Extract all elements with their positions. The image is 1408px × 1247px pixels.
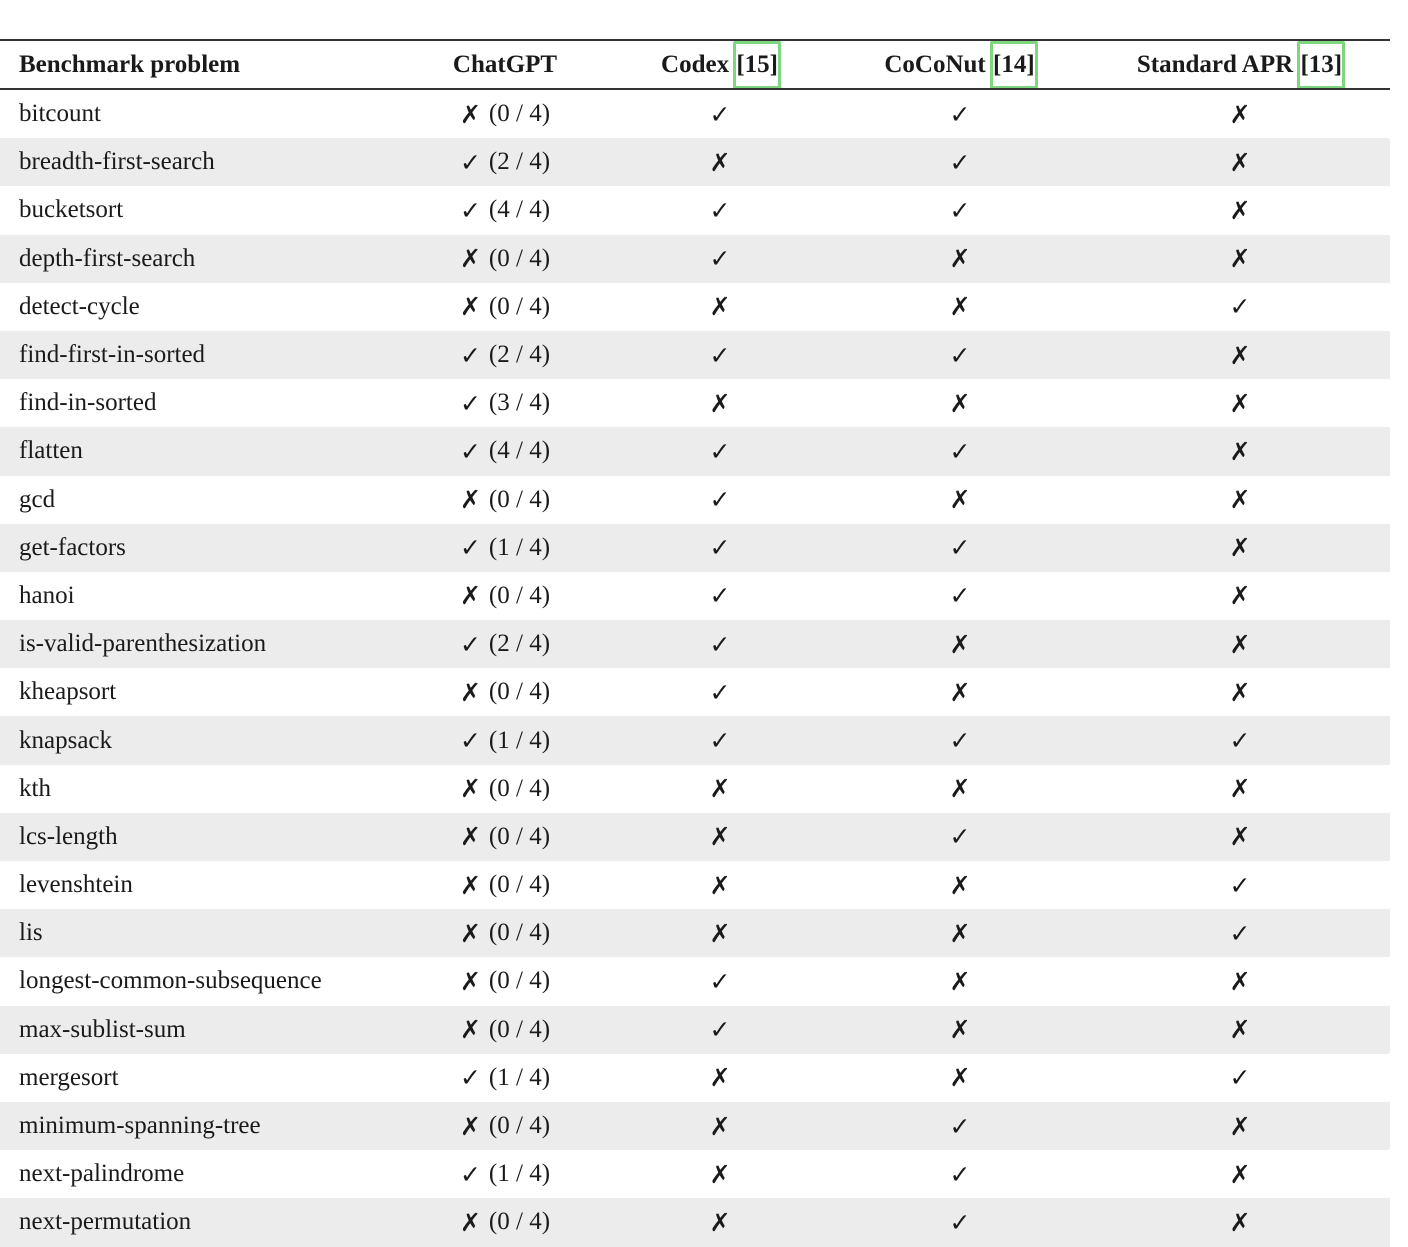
apr-mark: ✗ — [1229, 1111, 1251, 1141]
cell-coconut — [840, 1006, 1080, 1054]
chatgpt-mark: ✓ — [459, 1063, 481, 1093]
chatgpt-score: (2 / 4) — [488, 630, 551, 658]
cell-coconut — [840, 909, 1080, 957]
coconut-mark: ✗ — [949, 966, 971, 996]
cell-codex — [600, 620, 840, 668]
cell-codex — [600, 90, 840, 138]
coconut-mark: ✓ — [949, 822, 971, 852]
cell-coconut — [840, 524, 1080, 572]
cell-apr — [1100, 1198, 1380, 1246]
chatgpt-score: (0 / 4) — [488, 1015, 551, 1043]
cell-apr — [1100, 957, 1380, 1005]
chatgpt-score: (0 / 4) — [488, 774, 551, 802]
chatgpt-mark: ✗ — [459, 918, 481, 948]
coconut-mark: ✗ — [949, 485, 971, 515]
codex-mark: ✗ — [709, 147, 731, 177]
apr-mark: ✗ — [1229, 1159, 1251, 1189]
apr-mark: ✓ — [1229, 726, 1251, 756]
chatgpt-mark: ✓ — [459, 340, 481, 370]
chatgpt-mark: ✗ — [459, 1207, 481, 1237]
codex-mark: ✓ — [709, 99, 731, 129]
coconut-mark: ✗ — [949, 292, 971, 322]
chatgpt-score: (0 / 4) — [488, 967, 551, 995]
chatgpt-score: (1 / 4) — [488, 1063, 551, 1091]
cell-codex — [600, 1006, 840, 1054]
cell-apr — [1100, 716, 1380, 764]
cell-apr — [1100, 186, 1380, 234]
cell-problem: lis — [19, 919, 43, 947]
chatgpt-score: (0 / 4) — [488, 1112, 551, 1140]
codex-mark: ✗ — [709, 1207, 731, 1237]
table-body — [0, 90, 1390, 1247]
table-row — [0, 1150, 1390, 1198]
cell-apr — [1100, 620, 1380, 668]
codex-mark: ✓ — [709, 533, 731, 563]
apr-mark: ✗ — [1229, 677, 1251, 707]
codex-mark: ✓ — [709, 340, 731, 370]
apr-mark: ✗ — [1229, 195, 1251, 225]
cell-apr — [1100, 283, 1380, 331]
chatgpt-mark: ✓ — [459, 436, 481, 466]
cell-apr — [1100, 1150, 1380, 1198]
cell-problem: lcs-length — [19, 822, 118, 850]
coconut-mark: ✓ — [949, 195, 971, 225]
chatgpt-score: (0 / 4) — [488, 919, 551, 947]
coconut-mark: ✗ — [949, 870, 971, 900]
chatgpt-score: (0 / 4) — [488, 1208, 551, 1236]
table-row — [0, 331, 1390, 379]
apr-mark: ✗ — [1229, 1015, 1251, 1045]
codex-mark: ✗ — [709, 388, 731, 418]
header-problem: Benchmark problem — [19, 50, 241, 78]
cell-problem: max-sublist-sum — [19, 1015, 186, 1043]
table-row — [0, 90, 1390, 138]
coconut-mark: ✗ — [949, 244, 971, 274]
chatgpt-mark: ✗ — [459, 581, 481, 611]
chatgpt-score: (0 / 4) — [488, 100, 551, 128]
cell-apr — [1100, 1006, 1380, 1054]
citation-apr-text: [13] — [1300, 50, 1343, 78]
chatgpt-mark: ✗ — [459, 966, 481, 996]
cell-problem: find-in-sorted — [19, 389, 157, 417]
chatgpt-score: (2 / 4) — [488, 341, 551, 369]
chatgpt-mark: ✓ — [459, 195, 481, 225]
apr-mark: ✓ — [1229, 1063, 1251, 1093]
apr-mark: ✗ — [1229, 822, 1251, 852]
cell-coconut — [840, 476, 1080, 524]
cell-codex — [600, 1102, 840, 1150]
table-row — [0, 620, 1390, 668]
apr-mark: ✗ — [1229, 388, 1251, 418]
table-row — [0, 813, 1390, 861]
codex-mark: ✓ — [709, 195, 731, 225]
cell-codex — [600, 379, 840, 427]
cell-coconut — [840, 1198, 1080, 1246]
cell-codex — [600, 861, 840, 909]
codex-mark: ✓ — [709, 726, 731, 756]
cell-coconut — [840, 1150, 1080, 1198]
codex-mark: ✓ — [709, 485, 731, 515]
coconut-mark: ✓ — [949, 147, 971, 177]
chatgpt-score: (0 / 4) — [488, 871, 551, 899]
codex-mark: ✗ — [709, 774, 731, 804]
cell-codex — [600, 1054, 840, 1102]
cell-coconut — [840, 379, 1080, 427]
cell-codex — [600, 1198, 840, 1246]
chatgpt-score: (4 / 4) — [488, 437, 551, 465]
apr-mark: ✗ — [1229, 436, 1251, 466]
table-row — [0, 1102, 1390, 1150]
codex-mark: ✓ — [709, 629, 731, 659]
codex-mark: ✓ — [709, 966, 731, 996]
cell-coconut — [840, 765, 1080, 813]
header-apr — [1100, 41, 1380, 88]
cell-problem: get-factors — [19, 533, 126, 561]
apr-mark: ✓ — [1229, 292, 1251, 322]
codex-mark: ✗ — [709, 870, 731, 900]
header-row — [0, 41, 1390, 88]
table-row — [0, 668, 1390, 716]
codex-mark: ✓ — [709, 244, 731, 274]
cell-problem: kheapsort — [19, 678, 117, 706]
cell-codex — [600, 572, 840, 620]
table-row — [0, 476, 1390, 524]
table-row — [0, 283, 1390, 331]
cell-problem: find-first-in-sorted — [19, 341, 206, 369]
coconut-mark: ✗ — [949, 918, 971, 948]
cell-coconut — [840, 668, 1080, 716]
chatgpt-score: (0 / 4) — [488, 292, 551, 320]
cell-codex — [600, 331, 840, 379]
chatgpt-score: (1 / 4) — [488, 726, 551, 754]
cell-codex — [600, 283, 840, 331]
citation-coconut-text: [14] — [993, 50, 1035, 78]
codex-mark: ✗ — [709, 1063, 731, 1093]
cell-codex — [600, 476, 840, 524]
cell-codex — [600, 427, 840, 475]
cell-problem: minimum-spanning-tree — [19, 1112, 261, 1140]
cell-problem: gcd — [19, 485, 56, 513]
header-apr-label: Standard APR — [1136, 50, 1294, 78]
chatgpt-mark: ✗ — [459, 485, 481, 515]
cell-problem: flatten — [19, 437, 83, 465]
cell-coconut — [840, 90, 1080, 138]
cell-codex — [600, 186, 840, 234]
codex-mark: ✓ — [709, 1015, 731, 1045]
chatgpt-mark: ✗ — [459, 822, 481, 852]
cell-apr — [1100, 813, 1380, 861]
table-row — [0, 186, 1390, 234]
citation-codex — [735, 51, 779, 79]
cell-apr — [1100, 90, 1380, 138]
chatgpt-mark: ✗ — [459, 1015, 481, 1045]
coconut-mark: ✗ — [949, 1015, 971, 1045]
cell-apr — [1100, 427, 1380, 475]
coconut-mark: ✗ — [949, 388, 971, 418]
cell-codex — [600, 716, 840, 764]
apr-mark: ✓ — [1229, 870, 1251, 900]
table-row — [0, 379, 1390, 427]
cell-coconut — [840, 861, 1080, 909]
cell-coconut — [840, 138, 1080, 186]
table-row — [0, 235, 1390, 283]
citation-coconut — [992, 51, 1036, 79]
cell-apr — [1100, 1102, 1380, 1150]
cell-apr — [1100, 668, 1380, 716]
cell-apr — [1100, 572, 1380, 620]
cell-codex — [600, 235, 840, 283]
cell-codex — [600, 813, 840, 861]
chatgpt-mark: ✗ — [459, 870, 481, 900]
apr-mark: ✓ — [1229, 918, 1251, 948]
cell-problem: levenshtein — [19, 871, 133, 899]
apr-mark: ✗ — [1229, 581, 1251, 611]
coconut-mark: ✗ — [949, 677, 971, 707]
cell-problem: next-permutation — [19, 1208, 192, 1236]
cell-coconut — [840, 957, 1080, 1005]
table-row — [0, 572, 1390, 620]
table-row — [0, 1054, 1390, 1102]
chatgpt-mark: ✗ — [459, 774, 481, 804]
citation-codex-text: [15] — [736, 50, 778, 78]
cell-apr — [1100, 138, 1380, 186]
coconut-mark: ✗ — [949, 629, 971, 659]
codex-mark: ✗ — [709, 1159, 731, 1189]
cell-apr — [1100, 524, 1380, 572]
chatgpt-mark: ✓ — [459, 533, 481, 563]
table-row — [0, 861, 1390, 909]
apr-mark: ✗ — [1229, 340, 1251, 370]
coconut-mark: ✓ — [949, 1111, 971, 1141]
header-coconut-label: CoCoNut — [884, 50, 986, 78]
chatgpt-mark: ✓ — [459, 1159, 481, 1189]
cell-problem: kth — [19, 774, 51, 802]
cell-codex — [600, 524, 840, 572]
cell-problem: detect-cycle — [19, 292, 140, 320]
cell-codex — [600, 138, 840, 186]
coconut-mark: ✓ — [949, 581, 971, 611]
chatgpt-mark: ✓ — [459, 147, 481, 177]
chatgpt-mark: ✗ — [459, 244, 481, 274]
chatgpt-score: (3 / 4) — [488, 389, 551, 417]
cell-coconut — [840, 813, 1080, 861]
cell-coconut — [840, 331, 1080, 379]
chatgpt-mark: ✗ — [459, 677, 481, 707]
header-codex — [600, 41, 840, 88]
cell-apr — [1100, 379, 1380, 427]
citation-apr — [1299, 51, 1343, 79]
apr-mark: ✗ — [1229, 774, 1251, 804]
cell-apr — [1100, 909, 1380, 957]
apr-mark: ✗ — [1229, 485, 1251, 515]
table-row — [0, 138, 1390, 186]
table-row — [0, 524, 1390, 572]
apr-mark: ✗ — [1229, 533, 1251, 563]
chatgpt-score: (0 / 4) — [488, 581, 551, 609]
cell-coconut — [840, 1054, 1080, 1102]
coconut-mark: ✓ — [949, 726, 971, 756]
codex-mark: ✓ — [709, 581, 731, 611]
chatgpt-mark: ✗ — [459, 292, 481, 322]
cell-problem: longest-common-subsequence — [19, 967, 322, 995]
cell-coconut — [840, 572, 1080, 620]
chatgpt-score: (0 / 4) — [488, 244, 551, 272]
codex-mark: ✗ — [709, 1111, 731, 1141]
chatgpt-score: (0 / 4) — [488, 678, 551, 706]
chatgpt-score: (0 / 4) — [488, 485, 551, 513]
coconut-mark: ✓ — [949, 533, 971, 563]
chatgpt-mark: ✓ — [459, 388, 481, 418]
cell-codex — [600, 1150, 840, 1198]
cell-problem: hanoi — [19, 581, 75, 609]
coconut-mark: ✓ — [949, 1159, 971, 1189]
table-row — [0, 427, 1390, 475]
cell-problem: breadth-first-search — [19, 148, 215, 176]
apr-mark: ✗ — [1229, 1207, 1251, 1237]
cell-coconut — [840, 1102, 1080, 1150]
cell-coconut — [840, 186, 1080, 234]
cell-codex — [600, 909, 840, 957]
table-row — [0, 909, 1390, 957]
coconut-mark: ✓ — [949, 436, 971, 466]
cell-problem: mergesort — [19, 1063, 119, 1091]
chatgpt-score: (2 / 4) — [488, 148, 551, 176]
chatgpt-mark: ✓ — [459, 726, 481, 756]
cell-apr — [1100, 1054, 1380, 1102]
coconut-mark: ✗ — [949, 1063, 971, 1093]
table-row — [0, 1006, 1390, 1054]
chatgpt-mark: ✗ — [459, 99, 481, 129]
apr-mark: ✗ — [1229, 99, 1251, 129]
coconut-mark: ✓ — [949, 1207, 971, 1237]
cell-coconut — [840, 620, 1080, 668]
apr-mark: ✗ — [1229, 629, 1251, 659]
cell-problem: knapsack — [19, 726, 113, 754]
cell-apr — [1100, 861, 1380, 909]
table-row — [0, 957, 1390, 1005]
cell-coconut — [840, 235, 1080, 283]
chatgpt-score: (4 / 4) — [488, 196, 551, 224]
cell-coconut — [840, 427, 1080, 475]
coconut-mark: ✓ — [949, 99, 971, 129]
cell-problem: next-palindrome — [19, 1160, 185, 1188]
cell-apr — [1100, 476, 1380, 524]
codex-mark: ✗ — [709, 292, 731, 322]
header-chatgpt: ChatGPT — [452, 50, 558, 78]
chatgpt-mark: ✓ — [459, 629, 481, 659]
codex-mark: ✓ — [709, 677, 731, 707]
cell-apr — [1100, 235, 1380, 283]
cell-problem: depth-first-search — [19, 244, 196, 272]
apr-mark: ✗ — [1229, 147, 1251, 177]
apr-mark: ✗ — [1229, 244, 1251, 274]
cell-codex — [600, 668, 840, 716]
codex-mark: ✓ — [709, 436, 731, 466]
chatgpt-score: (0 / 4) — [488, 822, 551, 850]
table-row — [0, 765, 1390, 813]
chatgpt-mark: ✗ — [459, 1111, 481, 1141]
coconut-mark: ✓ — [949, 340, 971, 370]
cell-coconut — [840, 716, 1080, 764]
chatgpt-score: (1 / 4) — [488, 533, 551, 561]
coconut-mark: ✗ — [949, 774, 971, 804]
cell-codex — [600, 765, 840, 813]
cell-codex — [600, 957, 840, 1005]
cell-coconut — [840, 283, 1080, 331]
codex-mark: ✗ — [709, 822, 731, 852]
header-codex-label: Codex — [661, 50, 730, 78]
codex-mark: ✗ — [709, 918, 731, 948]
chatgpt-score: (1 / 4) — [488, 1160, 551, 1188]
cell-apr — [1100, 331, 1380, 379]
table-row — [0, 716, 1390, 764]
cell-problem: is-valid-parenthesization — [19, 630, 267, 658]
table-row — [0, 1198, 1390, 1246]
apr-mark: ✗ — [1229, 966, 1251, 996]
header-coconut — [840, 41, 1080, 88]
cell-problem: bucketsort — [19, 196, 124, 224]
cell-apr — [1100, 765, 1380, 813]
cell-problem: bitcount — [19, 100, 101, 128]
